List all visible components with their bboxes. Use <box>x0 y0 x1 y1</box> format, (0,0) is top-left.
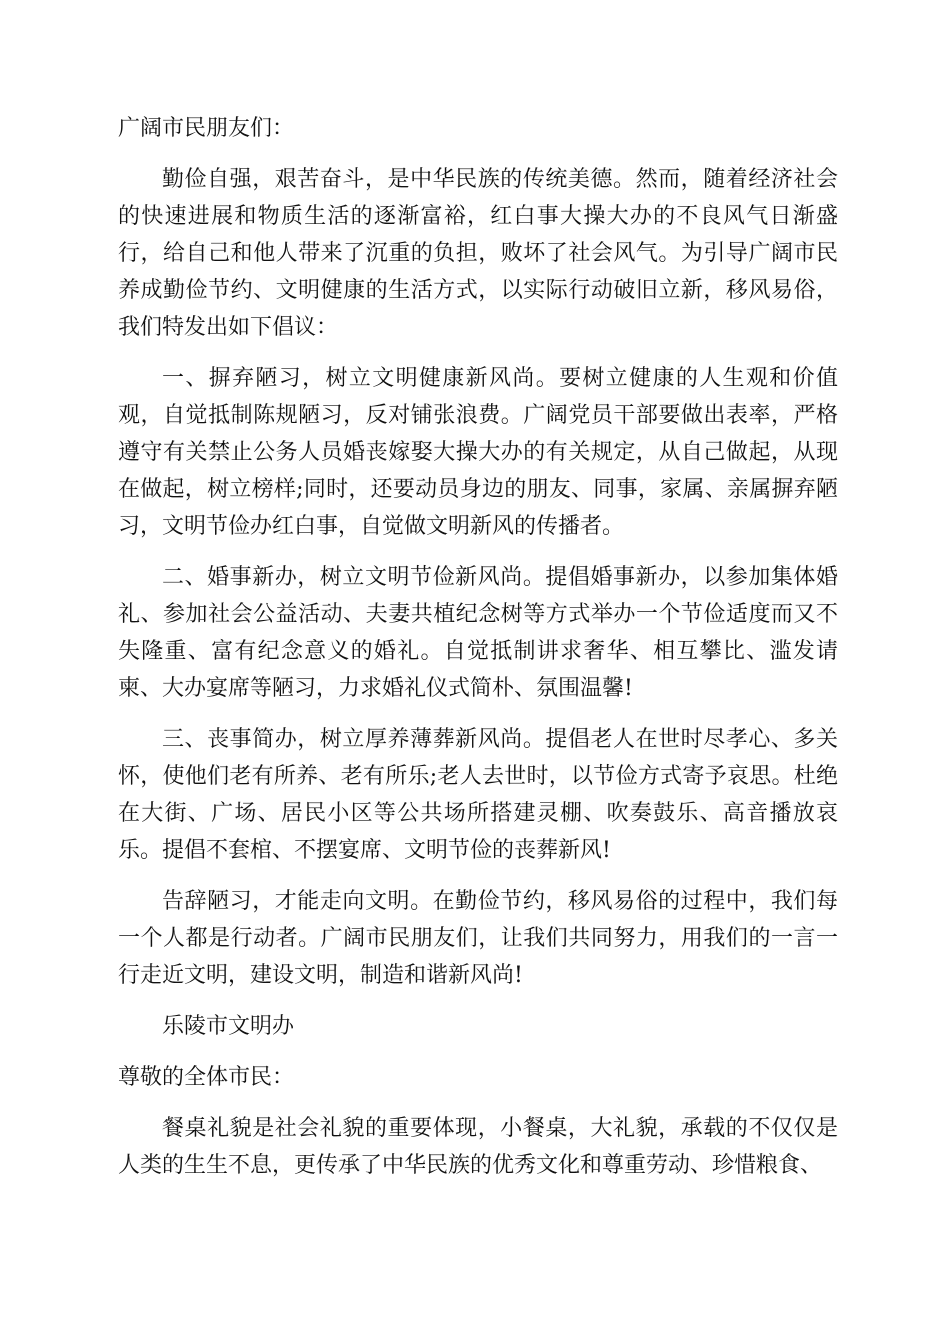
letter2-intro-paragraph: 餐桌礼貌是社会礼貌的重要体现，小餐桌，大礼貌，承载的不仅仅是人类的生生不息，更传承了中华民族的优秀文化和尊重劳动、珍惜粮食、 <box>118 1116 838 1178</box>
letter1-salutation: 广阔市民朋友们： <box>118 116 295 141</box>
letter1-closing-paragraph: 告辞陋习，才能走向文明。在勤俭节约，移风易俗的过程中，我们每一个人都是行动者。广阔市民朋友们，让我们共同努力，用我们的一言一行走近文明，建设文明，制造和谐新风尚! <box>118 889 838 988</box>
letter1-item-1: 一、摒弃陋习，树立文明健康新风尚。要树立健康的人生观和价值观，自觉抵制陈规陋习，反对铺张浪费。广阔党员干部要做出表率，严格遵守有关禁止公务人员婚丧嫁娶大操大办的有关规定，从自己做起，从现在做起，树立榜样;同时，还要动员身边的朋友、同事，家属、亲属摒弃陋习，文明节俭办红白事，自觉做文明新风的传播者。 <box>118 366 838 539</box>
letter1-signature: 乐陵市文明办 <box>162 1014 295 1039</box>
letter1-item-2: 二、婚事新办，树立文明节俭新风尚。提倡婚事新办，以参加集体婚礼、参加社会公益活动、夫妻共植纪念树等方式举办一个节俭适度而又不失隆重、富有纪念意义的婚礼。自觉抵制讲求奢华、相互攀比、滥发请柬、大办宴席等陋习，力求婚礼仪式简朴、氛围温馨! <box>118 565 838 701</box>
document-page <box>118 110 838 1198</box>
letter1-item-3: 三、丧事简办，树立厚养薄葬新风尚。提倡老人在世时尽孝心、多关怀，使他们老有所养、老有所乐;老人去世时，以节俭方式寄予哀思。杜绝在大街、广场、居民小区等公共场所搭建灵棚、吹奏鼓乐、高音播放哀乐。提倡不套棺、不摆宴席、文明节俭的丧葬新风! <box>118 727 838 863</box>
letter1-intro-paragraph: 勤俭自强，艰苦奋斗，是中华民族的传统美德。然而，随着经济社会的快速进展和物质生活的逐渐富裕，红白事大操大办的不良风气日渐盛行，给自己和他人带来了沉重的负担，败坏了社会风气。为引导广阔市民养成勤俭节约、文明健康的生活方式，以实际行动破旧立新，移风易俗，我们特发出如下倡议： <box>118 167 838 340</box>
letter2-salutation: 尊敬的全体市民： <box>118 1065 295 1090</box>
